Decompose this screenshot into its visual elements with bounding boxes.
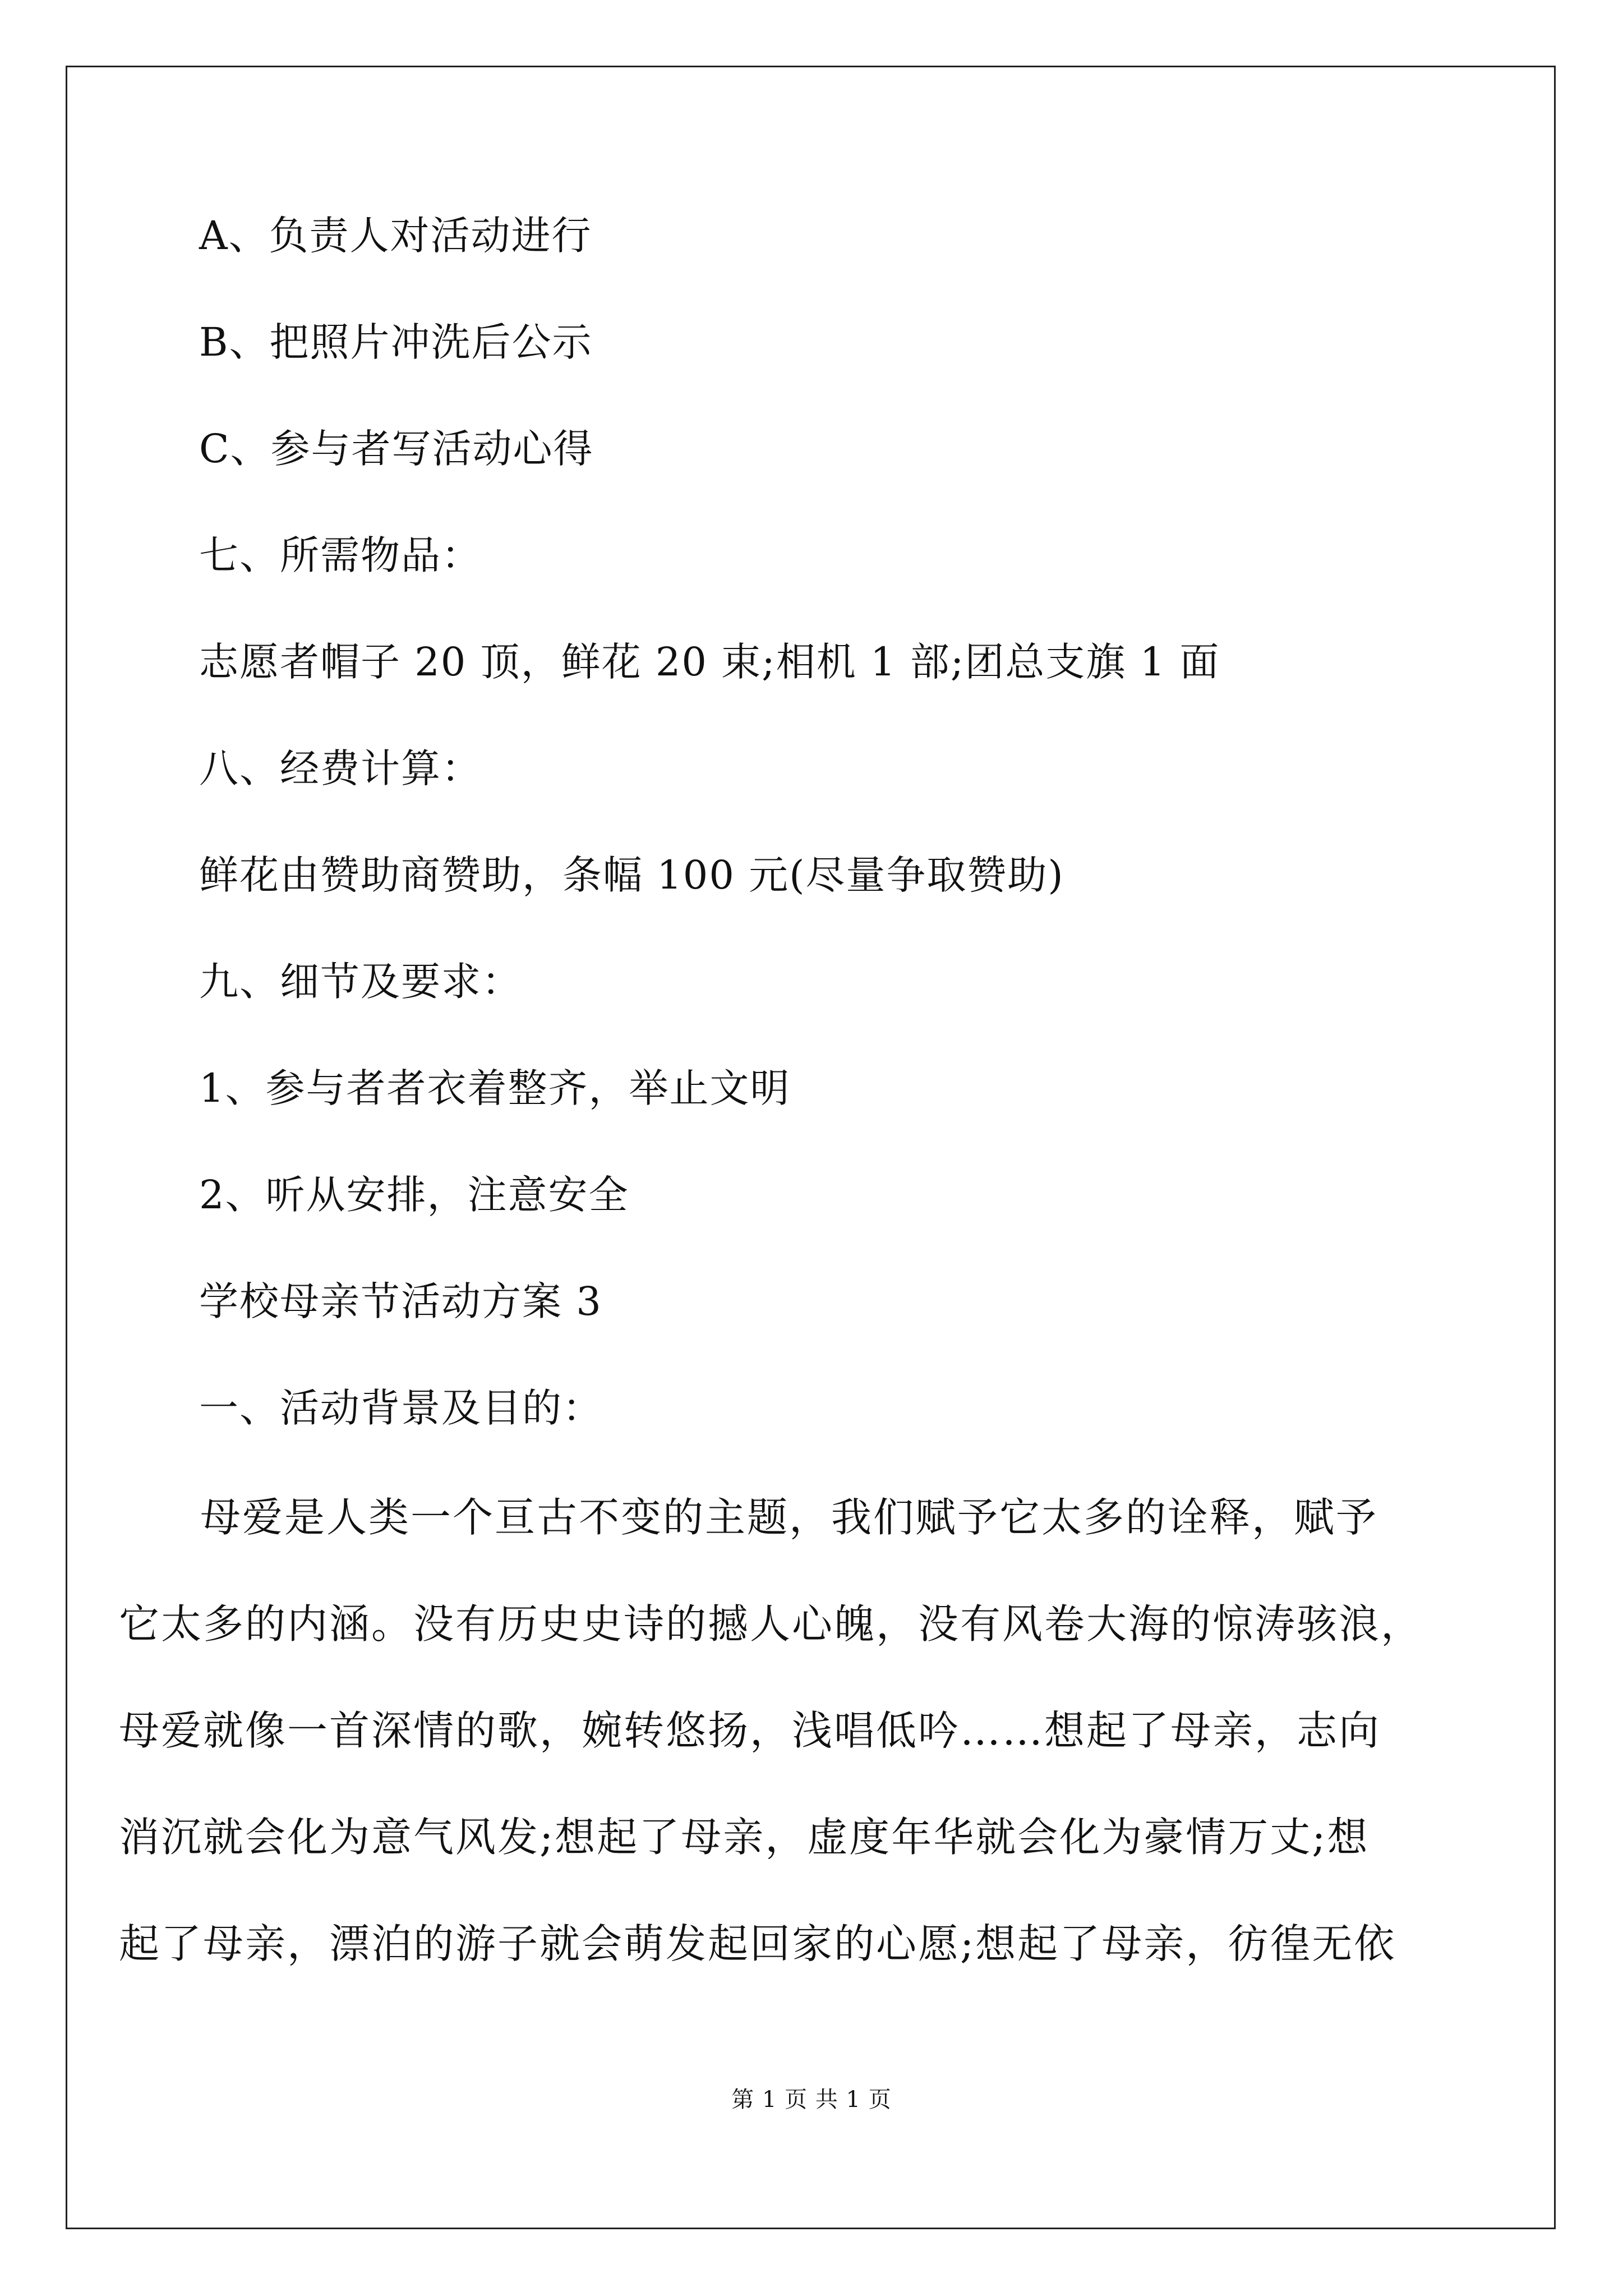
page-footer: 第 1 页 共 1 页 <box>731 2087 892 2113</box>
section-heading-background: 一、活动背景及目的： <box>199 1385 603 1431</box>
text-line-c: C、参与者写活动心得 <box>199 426 594 472</box>
paragraph-line: 它太多的内涵。没有历史史诗的撼人心魄，没有风卷大海的惊涛骇浪， <box>119 1600 1423 1648</box>
paragraph-line: 起了母亲，漂泊的游子就会萌发起回家的心愿;想起了母亲，彷徨无依 <box>119 1920 1396 1967</box>
text-line-a: A、负责人对活动进行 <box>199 213 592 259</box>
paragraph-line: 母爱是人类一个亘古不变的主题，我们赋予它太多的诠释，赋予 <box>200 1494 1378 1541</box>
text-line-detail-2: 2、听从安排，注意安全 <box>199 1172 629 1218</box>
body-paragraph <box>119 1464 1423 1997</box>
text-line-b: B、把照片冲洗后公示 <box>199 319 593 365</box>
text-line-budget: 鲜花由赞助商赞助，条幅 100 元(尽量争取赞助) <box>199 852 1064 898</box>
section-heading-budget: 八、经费计算： <box>199 746 482 792</box>
section-heading-details: 九、细节及要求： <box>199 959 522 1005</box>
text-line-detail-1: 1、参与者者衣着整齐，举止文明 <box>199 1065 791 1111</box>
paragraph-line: 消沉就会化为意气风发;想起了母亲，虚度年华就会化为豪情万丈;想 <box>119 1814 1370 1861</box>
document-title: 学校母亲节活动方案 3 <box>199 1278 602 1324</box>
paragraph-line: 母爱就像一首深情的歌，婉转悠扬，浅唱低吟……想起了母亲，志向 <box>119 1707 1381 1754</box>
section-heading-supplies: 七、所需物品： <box>199 532 482 578</box>
text-line-supplies: 志愿者帽子 20 顶，鲜花 20 束;相机 1 部;团总支旗 1 面 <box>199 639 1220 685</box>
